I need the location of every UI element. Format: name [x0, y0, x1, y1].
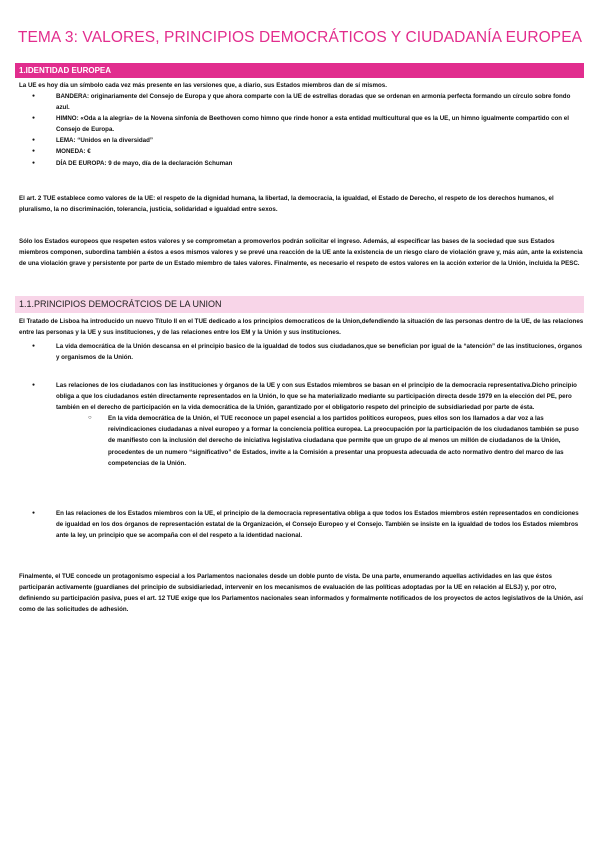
principles-list-1	[32, 341, 585, 363]
list-item-lema: ● LEMA: “Unidos en la diversidad”	[32, 135, 585, 146]
section-heading-identidad-europea: 1.IDENTIDAD EUROPEA	[15, 63, 584, 78]
section1-values-paragraph: El art. 2 TUE establece como valores de la UE: el respeto de la dignidad humana, la libertad, la democracia, la igualdad, el Estado de Derecho, el respeto de los derechos humanos, el pluralismo, la no discriminación, tolerancia, justicia, solidaridad e igualdad entre sexos.	[19, 195, 554, 214]
list-item-vida-democratica: ● La vida democrática de la Unión descansa en el principio basico de la igualdad de todos sus ciudadanos,que se benefician por igual de la “atención” de las instituciones, órganos y organismos de la Unión.	[32, 341, 585, 363]
principles-list-2	[32, 380, 585, 469]
list-item-himno: ● HIMNO: «Oda a la alegría» de la Novena sinfonía de Beethoven como himno que rinde honor a esta entidad multicultural que es la UE, un himno igualmente compartido con el Consejo de Europa.	[32, 113, 585, 135]
list-item-bandera: ● BANDERA: originariamente del Consejo de Europa y que ahora comparte con la UE de estrellas doradas que se ordenan en armonía perfecta formando un círculo sobre fondo azul.	[32, 91, 585, 113]
sub-bullet-list	[56, 413, 585, 468]
section11-intro: El Tratado de Lisboa ha introducido un nuevo Título II en el TUE dedicado a los principios democraticos de la Union,defendiendo la situación de las personas dentro de la UE, de las relaciones entre las personas y la UE y sus instituciones, y de las relaciones entre los EM y la Unión y sus instituciones.	[19, 318, 584, 337]
relaciones-ciudadanos-text: Las relaciones de los ciudadanos con las instituciones y órganos de la UE y con sus Estados miembros se basan en el principio de la democracia representativa.Dicho principio obliga a que los ciudadanos estén directamente representados en la Unión, lo que se ha materializado mediante su participación directa desde 1979 en la elección del PE, pero también en el derecho de participación en la vida democrática de la Unión, garantizado por el obligatorio respeto del principio de subsidiariedad por parte de ésta.	[56, 382, 577, 412]
section1-membership-paragraph: Sólo los Estados europeos que respeten estos valores y se comprometan a promoverlos podrán solicitar el ingreso. Además, al especificar las bases de la sociedad que sus Estados miembros componen, subordina también a éstos a esos mismos valores y se prevé una reacción de la UE ante la existencia de un riesgo claro de violación grave y, más aún, ante la existencia de una violación grave y persistente por parte de un Estado miembro de tales valores. Finalmente, es necesario el respeto de estos valores en la acción exterior de la Unión, incluida la PESC.	[19, 238, 583, 268]
identity-symbols-list	[32, 91, 585, 169]
list-item-moneda: ● MONEDA: €	[32, 146, 585, 157]
section1-intro: La UE es hoy día un símbolo cada vez más presente en las versiones que, a diario, sus Estados miembros dan de sí mismos.	[19, 82, 387, 89]
principles-list-3	[32, 508, 585, 541]
list-item-relaciones-estados: ● En las relaciones de los Estados miembros con la UE, el principio de la democracia representativa obliga a que todos los Estados miembros estén representados en condiciones de igualdad en los dos órganos de representación estatal de la Organización, el Consejo Europeo y el Consejo. También se insiste en la igualdad de todos los Estados miembros ante la ley, un principio que se acompaña con el del respeto a la identidad nacional.	[32, 508, 585, 541]
list-item-dia-europa: ● DÍA DE EUROPA: 9 de mayo, día de la declaración Schuman	[32, 158, 585, 169]
section11-closing-paragraph: Finalmente, el TUE concede un protagonismo especial a los Parlamentos nacionales desde un doble punto de vista. De una parte, enumerando aquellas actividades en las que éstos participarán activamente (guardianes del principio de subsidiariedad, intervenir en los mecanismos de evaluación de las políticas adoptadas por la UE en relación al ELSJ) y, por otro, definiendo su participación pasiva, pues el art. 12 TUE exige que los Parlamentos nacionales sean informados y formalmente notificados de los proyectos de actos legislativos de la Unión, así como de las solicitudes de adhesión.	[19, 573, 583, 614]
page-title: TEMA 3: VALORES, PRINCIPIOS DEMOCRÁTICOS Y CIUDADANÍA EUROPEA	[17, 29, 583, 46]
list-item-relaciones-ciudadanos	[32, 380, 585, 469]
section-heading-principios-democraticos: 1.1.PRINCIPIOS DEMOCRÁTCIOS DE LA UNION	[15, 296, 584, 313]
sub-list-item-partidos-politicos: ○ En la vida democrática de la Unión, el TUE reconoce un papel esencial a los partidos políticos europeos, pues ellos son los llamados a dar voz a las reivindicaciones ciudadanas a nivel europeo y a formar la conciencia política europea. La preocupación por la participación de los ciudadanos también se puso de manifiesto con la inclusión del derecho de iniciativa legislativa ciudadana que permite que un grupo de al menos un millón de ciudadanos de la Unión, procedentes de un numero “significativo” de Estados, invite a la Comisión a presentar una propuesta adecuada de acto normativo dentro del marco de las competencias de la Unión.	[88, 413, 585, 468]
